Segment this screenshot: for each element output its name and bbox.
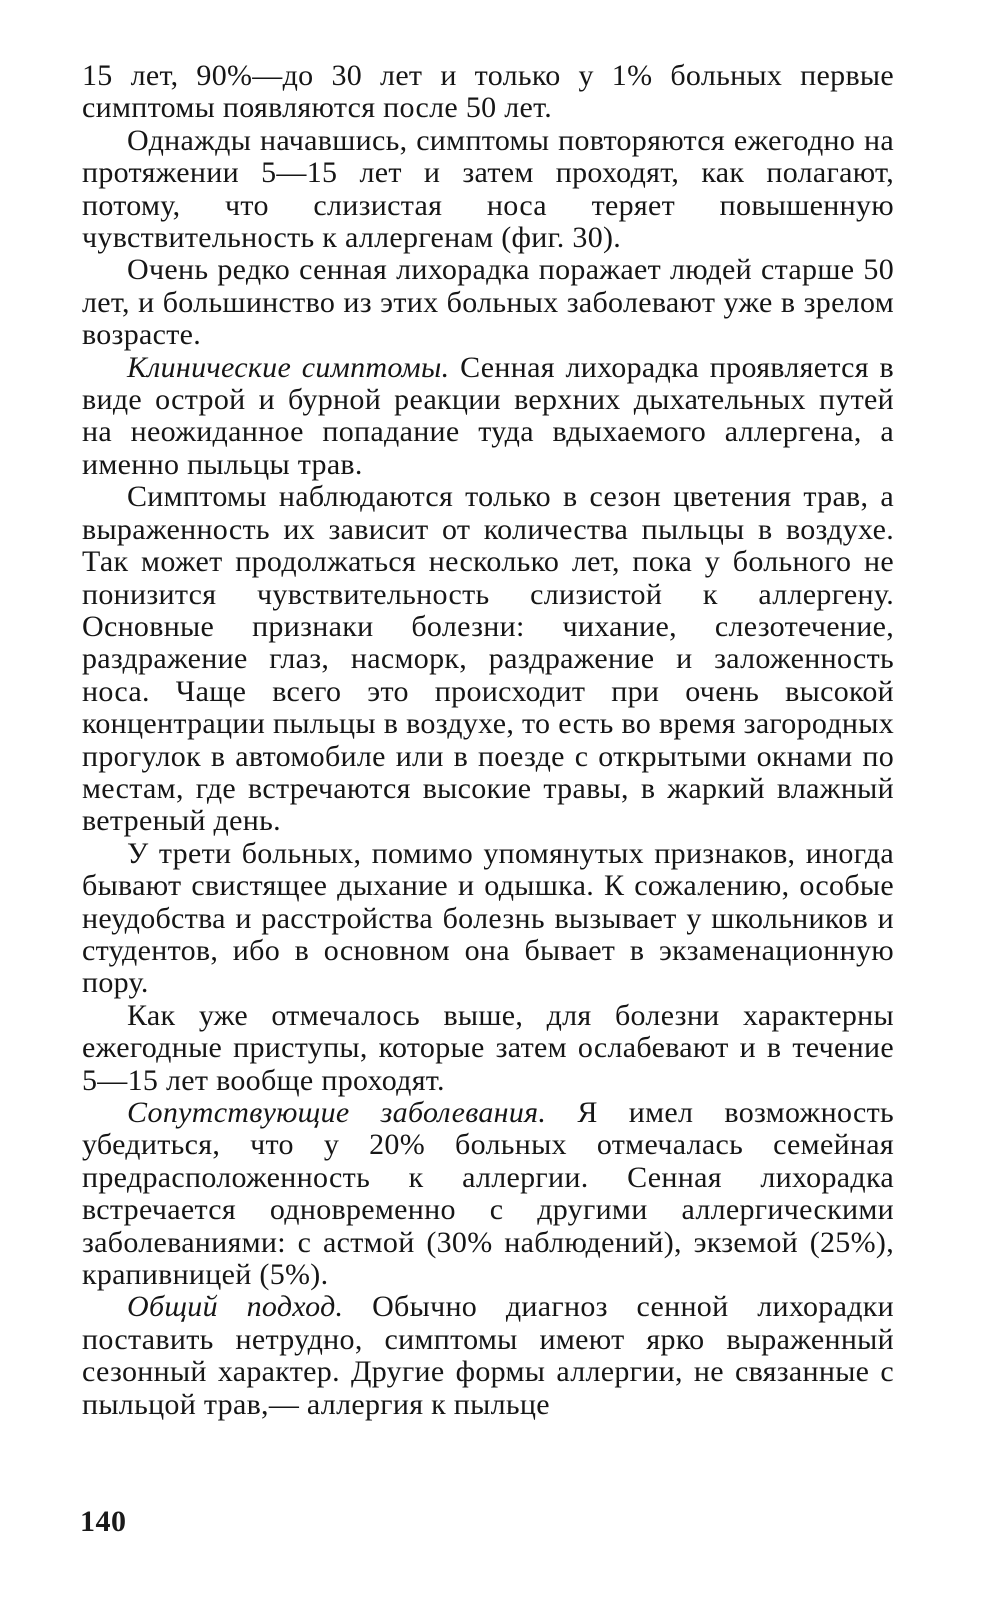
paragraph-text: Очень редко сенная лихорадка поражает людей старше 50 лет, и большинство из этих больных заболевают уже в зрелом возрасте. bbox=[82, 253, 894, 352]
paragraph-3 bbox=[82, 254, 894, 351]
paragraph-text: Однажды начавшись, симптомы повторяются ежегодно на протяжении 5—15 лет и затем проходят, как полагают, потому, что слизистая носа теряет повышенную чувствительность к аллергенам (фиг. 30). bbox=[82, 123, 894, 255]
paragraph-2 bbox=[82, 125, 894, 255]
paragraph-text: Симптомы наблюдаются только в сезон цветения трав, а выраженность их зависит от количества пыльцы в воздухе. Так может продолжаться несколько лет, пока у больного не понизится чувствительность слизистой к аллергену. Основные признаки болезни: чихание, слезотечение, раздражение глаз, насморк, раздражение и заложенность носа. Чаще всего это происходит при очень высокой концентрации пыльцы в воздухе, то есть во время загородных прогулок в автомобиле или в поезде с открытыми окнами по местам, где встречаются высокие травы, в жаркий влажный ветреный день. bbox=[82, 480, 894, 838]
section-heading-clinical-symptoms: Клинические симптомы. bbox=[127, 350, 450, 384]
paragraph-clinical-symptoms bbox=[82, 352, 894, 482]
paragraph-text: Сенная лихорадка проявляется в виде острой и бурной реакции верхних дыхательных путей на неожиданное попадание туда вдыхаемого аллергена, а именно пыльцы трав. bbox=[82, 350, 894, 481]
paragraph-6 bbox=[82, 838, 894, 1000]
paragraph-text: Обычно диагноз сенной лихорадки поставить нетрудно, симптомы имеют ярко выраженный сезонный характер. Другие формы аллергии, не связанные с пыльцой трав,— аллергия к пыльце bbox=[82, 1290, 894, 1421]
section-heading-general-approach: Общий подход. bbox=[127, 1290, 344, 1324]
page-body bbox=[82, 60, 894, 1421]
paragraph-5 bbox=[82, 481, 894, 837]
page-number: 140 bbox=[80, 1505, 127, 1538]
paragraph-text: Как уже отмечалось выше, для болезни характерны ежегодные приступы, которые затем ослабевают и в течение 5—15 лет вообще проходят. bbox=[82, 998, 894, 1097]
section-heading-comorbidities: Сопутствующие заболевания. bbox=[127, 1096, 547, 1129]
paragraph-general-approach bbox=[82, 1291, 894, 1421]
paragraph-text: 15 лет, 90%—до 30 лет и только у 1% больных первые симптомы появляются после 50 лет. bbox=[82, 59, 894, 125]
paragraph-7 bbox=[82, 1000, 894, 1097]
paragraph-1 bbox=[82, 60, 894, 125]
paragraph-text: Я имел возможность убедиться, что у 20% больных отмечалась семейная предрасположенность к аллергии. Сенная лихорадка встречается одновременно с другими аллергическими заболеваниями: с астмой (30% наблюдений), экземой (25%), крапивницей (5%). bbox=[82, 1096, 894, 1292]
paragraph-comorbidities bbox=[82, 1097, 894, 1291]
paragraph-text: У трети больных, помимо упомянутых признаков, иногда бывают свистящее дыхание и одышка. К сожалению, особые неудобства и расстройства болезнь вызывает у школьников и студентов, ибо в основном она бывает в экзаменационную пору. bbox=[82, 836, 894, 1000]
